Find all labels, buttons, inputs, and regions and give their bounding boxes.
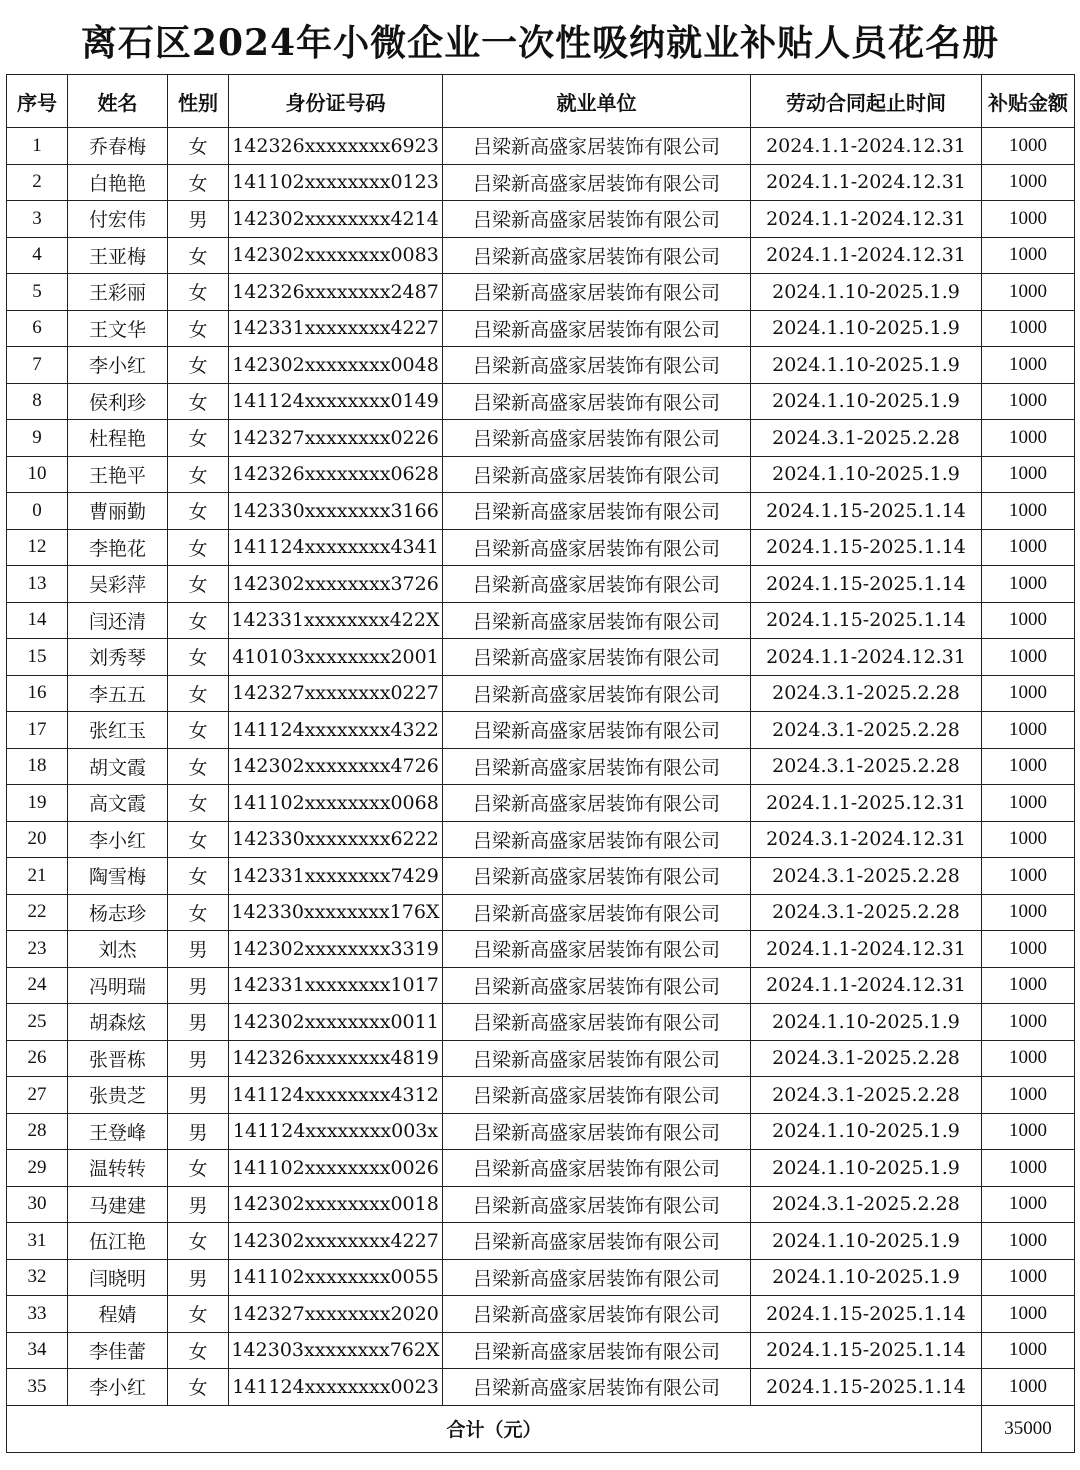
- cell-contract-period: 2024.1.15-2025.1.14: [751, 529, 982, 566]
- cell-name: 王文华: [68, 310, 168, 347]
- table-row: [7, 675, 1075, 712]
- cell-no: 29: [7, 1150, 68, 1187]
- cell-gender: 女: [168, 493, 229, 530]
- cell-id-number: 142330xxxxxxxx176X: [229, 894, 443, 931]
- cell-employer: 吕梁新高盛家居装饰有限公司: [443, 456, 751, 493]
- cell-contract-period: 2024.1.10-2025.1.9: [751, 347, 982, 384]
- table-row: [7, 128, 1075, 165]
- table-row: [7, 639, 1075, 676]
- cell-id-number: 142326xxxxxxxx2487: [229, 274, 443, 311]
- cell-contract-period: 2024.1.10-2025.1.9: [751, 383, 982, 420]
- cell-employer: 吕梁新高盛家居装饰有限公司: [443, 1004, 751, 1041]
- cell-employer: 吕梁新高盛家居装饰有限公司: [443, 383, 751, 420]
- cell-employer: 吕梁新高盛家居装饰有限公司: [443, 310, 751, 347]
- cell-no: 4: [7, 237, 68, 274]
- cell-id-number: 142327xxxxxxxx0226: [229, 420, 443, 457]
- cell-employer: 吕梁新高盛家居装饰有限公司: [443, 1040, 751, 1077]
- table-row: [7, 383, 1075, 420]
- cell-subsidy-amount: 1000: [982, 201, 1075, 238]
- cell-gender: 女: [168, 602, 229, 639]
- cell-gender: 女: [168, 748, 229, 785]
- total-row: [7, 1405, 1075, 1452]
- cell-subsidy-amount: 1000: [982, 712, 1075, 749]
- cell-name: 高文霞: [68, 785, 168, 822]
- cell-contract-period: 2024.1.10-2025.1.9: [751, 1223, 982, 1260]
- cell-gender: 女: [168, 821, 229, 858]
- cell-no: 33: [7, 1296, 68, 1333]
- cell-gender: 女: [168, 566, 229, 603]
- cell-id-number: 142330xxxxxxxx6222: [229, 821, 443, 858]
- cell-employer: 吕梁新高盛家居装饰有限公司: [443, 201, 751, 238]
- cell-employer: 吕梁新高盛家居装饰有限公司: [443, 1077, 751, 1114]
- cell-contract-period: 2024.1.1-2024.12.31: [751, 967, 982, 1004]
- table-row: [7, 1150, 1075, 1187]
- cell-employer: 吕梁新高盛家居装饰有限公司: [443, 967, 751, 1004]
- cell-employer: 吕梁新高盛家居装饰有限公司: [443, 347, 751, 384]
- cell-employer: 吕梁新高盛家居装饰有限公司: [443, 1223, 751, 1260]
- cell-name: 李小红: [68, 347, 168, 384]
- total-label: 合计（元）: [7, 1405, 982, 1452]
- cell-employer: 吕梁新高盛家居装饰有限公司: [443, 931, 751, 968]
- cell-name: 王亚梅: [68, 237, 168, 274]
- table-row: [7, 894, 1075, 931]
- cell-id-number: 410103xxxxxxxx2001: [229, 639, 443, 676]
- table-row: [7, 201, 1075, 238]
- cell-employer: 吕梁新高盛家居装饰有限公司: [443, 493, 751, 530]
- cell-employer: 吕梁新高盛家居装饰有限公司: [443, 164, 751, 201]
- table-row: [7, 1004, 1075, 1041]
- table-row: [7, 456, 1075, 493]
- cell-gender: 女: [168, 675, 229, 712]
- cell-contract-period: 2024.1.10-2025.1.9: [751, 1004, 982, 1041]
- header-id: 身份证号码: [229, 75, 443, 128]
- table-row: [7, 1223, 1075, 1260]
- cell-contract-period: 2024.1.10-2025.1.9: [751, 456, 982, 493]
- cell-employer: 吕梁新高盛家居装饰有限公司: [443, 1186, 751, 1223]
- cell-name: 付宏伟: [68, 201, 168, 238]
- cell-id-number: 142326xxxxxxxx0628: [229, 456, 443, 493]
- cell-gender: 女: [168, 164, 229, 201]
- header-no: 序号: [7, 75, 68, 128]
- cell-no: 13: [7, 566, 68, 603]
- cell-no: 27: [7, 1077, 68, 1114]
- cell-contract-period: 2024.3.1-2025.2.28: [751, 712, 982, 749]
- cell-subsidy-amount: 1000: [982, 748, 1075, 785]
- cell-subsidy-amount: 1000: [982, 566, 1075, 603]
- cell-gender: 女: [168, 1150, 229, 1187]
- cell-name: 李五五: [68, 675, 168, 712]
- cell-employer: 吕梁新高盛家居装饰有限公司: [443, 675, 751, 712]
- cell-subsidy-amount: 1000: [982, 785, 1075, 822]
- table-row: [7, 529, 1075, 566]
- cell-contract-period: 2024.3.1-2025.2.28: [751, 894, 982, 931]
- cell-gender: 男: [168, 1040, 229, 1077]
- cell-subsidy-amount: 1000: [982, 1150, 1075, 1187]
- cell-no: 1: [7, 128, 68, 165]
- cell-contract-period: 2024.1.15-2025.1.14: [751, 1296, 982, 1333]
- cell-id-number: 142331xxxxxxxx4227: [229, 310, 443, 347]
- cell-contract-period: 2024.3.1-2025.2.28: [751, 420, 982, 457]
- cell-employer: 吕梁新高盛家居装饰有限公司: [443, 1150, 751, 1187]
- cell-contract-period: 2024.1.1-2024.12.31: [751, 237, 982, 274]
- cell-no: 21: [7, 858, 68, 895]
- cell-employer: 吕梁新高盛家居装饰有限公司: [443, 785, 751, 822]
- cell-subsidy-amount: 1000: [982, 1004, 1075, 1041]
- cell-no: 31: [7, 1223, 68, 1260]
- cell-name: 闫还清: [68, 602, 168, 639]
- cell-gender: 女: [168, 1332, 229, 1369]
- cell-employer: 吕梁新高盛家居装饰有限公司: [443, 1296, 751, 1333]
- cell-id-number: 141124xxxxxxxx4341: [229, 529, 443, 566]
- cell-contract-period: 2024.1.1-2024.12.31: [751, 201, 982, 238]
- cell-name: 刘秀琴: [68, 639, 168, 676]
- table-row: [7, 602, 1075, 639]
- cell-contract-period: 2024.1.10-2025.1.9: [751, 310, 982, 347]
- cell-no: 34: [7, 1332, 68, 1369]
- cell-subsidy-amount: 1000: [982, 529, 1075, 566]
- header-period: 劳动合同起止时间: [751, 75, 982, 128]
- cell-contract-period: 2024.3.1-2025.2.28: [751, 858, 982, 895]
- cell-contract-period: 2024.3.1-2024.12.31: [751, 821, 982, 858]
- cell-employer: 吕梁新高盛家居装饰有限公司: [443, 894, 751, 931]
- cell-gender: 女: [168, 1369, 229, 1406]
- cell-contract-period: 2024.3.1-2025.2.28: [751, 748, 982, 785]
- cell-name: 曹丽勤: [68, 493, 168, 530]
- page-title: 离石区2024年小微企业一次性吸纳就业补贴人员花名册: [80, 22, 1000, 64]
- cell-gender: 女: [168, 347, 229, 384]
- cell-subsidy-amount: 1000: [982, 347, 1075, 384]
- cell-id-number: 142302xxxxxxxx4726: [229, 748, 443, 785]
- cell-id-number: 141124xxxxxxxx4322: [229, 712, 443, 749]
- cell-no: 8: [7, 383, 68, 420]
- cell-no: 32: [7, 1259, 68, 1296]
- cell-no: 17: [7, 712, 68, 749]
- cell-no: 26: [7, 1040, 68, 1077]
- cell-no: 3: [7, 201, 68, 238]
- cell-gender: 女: [168, 712, 229, 749]
- cell-subsidy-amount: 1000: [982, 894, 1075, 931]
- cell-name: 乔春梅: [68, 128, 168, 165]
- cell-name: 李小红: [68, 821, 168, 858]
- cell-no: 20: [7, 821, 68, 858]
- cell-id-number: 142302xxxxxxxx0048: [229, 347, 443, 384]
- cell-contract-period: 2024.1.1-2024.12.31: [751, 931, 982, 968]
- cell-employer: 吕梁新高盛家居装饰有限公司: [443, 602, 751, 639]
- cell-no: 9: [7, 420, 68, 457]
- cell-name: 冯明瑞: [68, 967, 168, 1004]
- cell-subsidy-amount: 1000: [982, 128, 1075, 165]
- header-row: [7, 75, 1075, 128]
- cell-id-number: 142327xxxxxxxx2020: [229, 1296, 443, 1333]
- header-name: 姓名: [68, 75, 168, 128]
- cell-no: 14: [7, 602, 68, 639]
- table-row: [7, 566, 1075, 603]
- cell-subsidy-amount: 1000: [982, 602, 1075, 639]
- cell-employer: 吕梁新高盛家居装饰有限公司: [443, 821, 751, 858]
- table-row: [7, 1186, 1075, 1223]
- cell-id-number: 142331xxxxxxxx1017: [229, 967, 443, 1004]
- cell-no: 16: [7, 675, 68, 712]
- cell-name: 温转转: [68, 1150, 168, 1187]
- cell-gender: 男: [168, 1004, 229, 1041]
- cell-name: 张晋栋: [68, 1040, 168, 1077]
- cell-contract-period: 2024.1.15-2025.1.14: [751, 602, 982, 639]
- cell-name: 李艳花: [68, 529, 168, 566]
- cell-subsidy-amount: 1000: [982, 456, 1075, 493]
- cell-subsidy-amount: 1000: [982, 1077, 1075, 1114]
- cell-id-number: 142327xxxxxxxx0227: [229, 675, 443, 712]
- table-row: [7, 1077, 1075, 1114]
- cell-subsidy-amount: 1000: [982, 310, 1075, 347]
- cell-id-number: 141102xxxxxxxx0055: [229, 1259, 443, 1296]
- cell-id-number: 142302xxxxxxxx3726: [229, 566, 443, 603]
- cell-gender: 女: [168, 858, 229, 895]
- table-row: [7, 1369, 1075, 1406]
- cell-subsidy-amount: 1000: [982, 1186, 1075, 1223]
- cell-id-number: 142331xxxxxxxx7429: [229, 858, 443, 895]
- cell-gender: 男: [168, 201, 229, 238]
- cell-name: 张贵芝: [68, 1077, 168, 1114]
- cell-subsidy-amount: 1000: [982, 1296, 1075, 1333]
- cell-id-number: 142302xxxxxxxx0018: [229, 1186, 443, 1223]
- table-row: [7, 785, 1075, 822]
- cell-contract-period: 2024.1.10-2025.1.9: [751, 274, 982, 311]
- table-row: [7, 858, 1075, 895]
- cell-subsidy-amount: 1000: [982, 274, 1075, 311]
- table-row: [7, 164, 1075, 201]
- cell-contract-period: 2024.1.1-2024.12.31: [751, 639, 982, 676]
- table-row: [7, 712, 1075, 749]
- cell-id-number: 142302xxxxxxxx0083: [229, 237, 443, 274]
- cell-contract-period: 2024.3.1-2025.2.28: [751, 1077, 982, 1114]
- header-amount: 补贴金额: [982, 75, 1075, 128]
- cell-no: 19: [7, 785, 68, 822]
- cell-employer: 吕梁新高盛家居装饰有限公司: [443, 128, 751, 165]
- cell-subsidy-amount: 1000: [982, 675, 1075, 712]
- cell-no: 10: [7, 456, 68, 493]
- cell-subsidy-amount: 1000: [982, 420, 1075, 457]
- cell-gender: 女: [168, 456, 229, 493]
- table-row: [7, 1296, 1075, 1333]
- cell-id-number: 141124xxxxxxxx4312: [229, 1077, 443, 1114]
- cell-employer: 吕梁新高盛家居装饰有限公司: [443, 1113, 751, 1150]
- cell-id-number: 141102xxxxxxxx0123: [229, 164, 443, 201]
- cell-name: 刘杰: [68, 931, 168, 968]
- cell-name: 李小红: [68, 1369, 168, 1406]
- table-row: [7, 493, 1075, 530]
- cell-subsidy-amount: 1000: [982, 858, 1075, 895]
- cell-id-number: 142326xxxxxxxx6923: [229, 128, 443, 165]
- cell-gender: 女: [168, 383, 229, 420]
- cell-id-number: 141124xxxxxxxx003x: [229, 1113, 443, 1150]
- roster-body: [7, 128, 1075, 1406]
- cell-id-number: 142331xxxxxxxx422X: [229, 602, 443, 639]
- cell-contract-period: 2024.1.15-2025.1.14: [751, 493, 982, 530]
- cell-name: 吴彩萍: [68, 566, 168, 603]
- cell-gender: 男: [168, 1259, 229, 1296]
- table-row: [7, 1040, 1075, 1077]
- cell-no: 28: [7, 1113, 68, 1150]
- cell-contract-period: 2024.3.1-2025.2.28: [751, 1186, 982, 1223]
- cell-contract-period: 2024.1.15-2025.1.14: [751, 1332, 982, 1369]
- cell-subsidy-amount: 1000: [982, 931, 1075, 968]
- table-row: [7, 931, 1075, 968]
- cell-name: 侯利珍: [68, 383, 168, 420]
- cell-name: 王艳平: [68, 456, 168, 493]
- cell-employer: 吕梁新高盛家居装饰有限公司: [443, 529, 751, 566]
- cell-contract-period: 2024.3.1-2025.2.28: [751, 1040, 982, 1077]
- cell-no: 5: [7, 274, 68, 311]
- cell-no: 15: [7, 639, 68, 676]
- total-value: 35000: [982, 1405, 1075, 1452]
- cell-id-number: 142330xxxxxxxx3166: [229, 493, 443, 530]
- cell-gender: 女: [168, 420, 229, 457]
- cell-subsidy-amount: 1000: [982, 639, 1075, 676]
- cell-contract-period: 2024.3.1-2025.2.28: [751, 675, 982, 712]
- cell-subsidy-amount: 1000: [982, 821, 1075, 858]
- cell-name: 胡森炫: [68, 1004, 168, 1041]
- cell-gender: 女: [168, 274, 229, 311]
- table-row: [7, 274, 1075, 311]
- cell-subsidy-amount: 1000: [982, 164, 1075, 201]
- cell-id-number: 141102xxxxxxxx0068: [229, 785, 443, 822]
- cell-gender: 男: [168, 967, 229, 1004]
- cell-employer: 吕梁新高盛家居装饰有限公司: [443, 237, 751, 274]
- cell-employer: 吕梁新高盛家居装饰有限公司: [443, 748, 751, 785]
- cell-subsidy-amount: 1000: [982, 493, 1075, 530]
- cell-gender: 女: [168, 128, 229, 165]
- cell-subsidy-amount: 1000: [982, 1040, 1075, 1077]
- cell-name: 杨志珍: [68, 894, 168, 931]
- cell-subsidy-amount: 1000: [982, 1259, 1075, 1296]
- cell-name: 杜程艳: [68, 420, 168, 457]
- cell-no: 24: [7, 967, 68, 1004]
- cell-gender: 女: [168, 639, 229, 676]
- cell-gender: 男: [168, 931, 229, 968]
- cell-gender: 女: [168, 529, 229, 566]
- cell-name: 王彩丽: [68, 274, 168, 311]
- cell-id-number: 142326xxxxxxxx4819: [229, 1040, 443, 1077]
- cell-gender: 女: [168, 1296, 229, 1333]
- table-row: [7, 967, 1075, 1004]
- cell-contract-period: 2024.1.15-2025.1.14: [751, 1369, 982, 1406]
- cell-subsidy-amount: 1000: [982, 237, 1075, 274]
- cell-no: 2: [7, 164, 68, 201]
- cell-id-number: 142302xxxxxxxx0011: [229, 1004, 443, 1041]
- cell-contract-period: 2024.1.1-2024.12.31: [751, 128, 982, 165]
- cell-employer: 吕梁新高盛家居装饰有限公司: [443, 712, 751, 749]
- cell-employer: 吕梁新高盛家居装饰有限公司: [443, 858, 751, 895]
- cell-subsidy-amount: 1000: [982, 1369, 1075, 1406]
- cell-gender: 男: [168, 1186, 229, 1223]
- cell-no: 30: [7, 1186, 68, 1223]
- cell-employer: 吕梁新高盛家居装饰有限公司: [443, 420, 751, 457]
- cell-gender: 男: [168, 1077, 229, 1114]
- header-gender: 性别: [168, 75, 229, 128]
- cell-contract-period: 2024.1.10-2025.1.9: [751, 1113, 982, 1150]
- cell-gender: 女: [168, 1223, 229, 1260]
- table-row: [7, 237, 1075, 274]
- roster-table: [6, 74, 1075, 1453]
- cell-id-number: 141124xxxxxxxx0023: [229, 1369, 443, 1406]
- cell-id-number: 141124xxxxxxxx0149: [229, 383, 443, 420]
- cell-id-number: 141102xxxxxxxx0026: [229, 1150, 443, 1187]
- cell-no: 23: [7, 931, 68, 968]
- cell-name: 李佳蕾: [68, 1332, 168, 1369]
- cell-name: 马建建: [68, 1186, 168, 1223]
- table-row: [7, 1259, 1075, 1296]
- cell-no: 35: [7, 1369, 68, 1406]
- cell-employer: 吕梁新高盛家居装饰有限公司: [443, 639, 751, 676]
- cell-no: 18: [7, 748, 68, 785]
- table-row: [7, 1332, 1075, 1369]
- cell-no: 22: [7, 894, 68, 931]
- cell-no: 25: [7, 1004, 68, 1041]
- cell-id-number: 142302xxxxxxxx3319: [229, 931, 443, 968]
- cell-contract-period: 2024.1.10-2025.1.9: [751, 1150, 982, 1187]
- cell-contract-period: 2024.1.1-2024.12.31: [751, 164, 982, 201]
- cell-employer: 吕梁新高盛家居装饰有限公司: [443, 566, 751, 603]
- table-row: [7, 420, 1075, 457]
- header-unit: 就业单位: [443, 75, 751, 128]
- cell-contract-period: 2024.1.10-2025.1.9: [751, 1259, 982, 1296]
- cell-no: 0: [7, 493, 68, 530]
- cell-gender: 女: [168, 310, 229, 347]
- cell-subsidy-amount: 1000: [982, 1223, 1075, 1260]
- cell-name: 胡文霞: [68, 748, 168, 785]
- cell-id-number: 142303xxxxxxxx762X: [229, 1332, 443, 1369]
- table-row: [7, 748, 1075, 785]
- cell-gender: 女: [168, 894, 229, 931]
- cell-id-number: 142302xxxxxxxx4214: [229, 201, 443, 238]
- cell-name: 张红玉: [68, 712, 168, 749]
- cell-subsidy-amount: 1000: [982, 1332, 1075, 1369]
- table-row: [7, 310, 1075, 347]
- cell-id-number: 142302xxxxxxxx4227: [229, 1223, 443, 1260]
- cell-name: 陶雪梅: [68, 858, 168, 895]
- cell-subsidy-amount: 1000: [982, 967, 1075, 1004]
- table-row: [7, 821, 1075, 858]
- cell-name: 闫晓明: [68, 1259, 168, 1296]
- cell-contract-period: 2024.1.1-2025.12.31: [751, 785, 982, 822]
- cell-gender: 女: [168, 237, 229, 274]
- cell-employer: 吕梁新高盛家居装饰有限公司: [443, 1369, 751, 1406]
- cell-name: 王登峰: [68, 1113, 168, 1150]
- cell-no: 7: [7, 347, 68, 384]
- cell-subsidy-amount: 1000: [982, 383, 1075, 420]
- cell-contract-period: 2024.1.15-2025.1.14: [751, 566, 982, 603]
- cell-employer: 吕梁新高盛家居装饰有限公司: [443, 1259, 751, 1296]
- cell-name: 程婧: [68, 1296, 168, 1333]
- table-row: [7, 1113, 1075, 1150]
- cell-no: 12: [7, 529, 68, 566]
- cell-employer: 吕梁新高盛家居装饰有限公司: [443, 1332, 751, 1369]
- table-row: [7, 347, 1075, 384]
- cell-name: 白艳艳: [68, 164, 168, 201]
- cell-no: 6: [7, 310, 68, 347]
- cell-gender: 女: [168, 785, 229, 822]
- cell-gender: 男: [168, 1113, 229, 1150]
- cell-employer: 吕梁新高盛家居装饰有限公司: [443, 274, 751, 311]
- cell-name: 伍江艳: [68, 1223, 168, 1260]
- cell-subsidy-amount: 1000: [982, 1113, 1075, 1150]
